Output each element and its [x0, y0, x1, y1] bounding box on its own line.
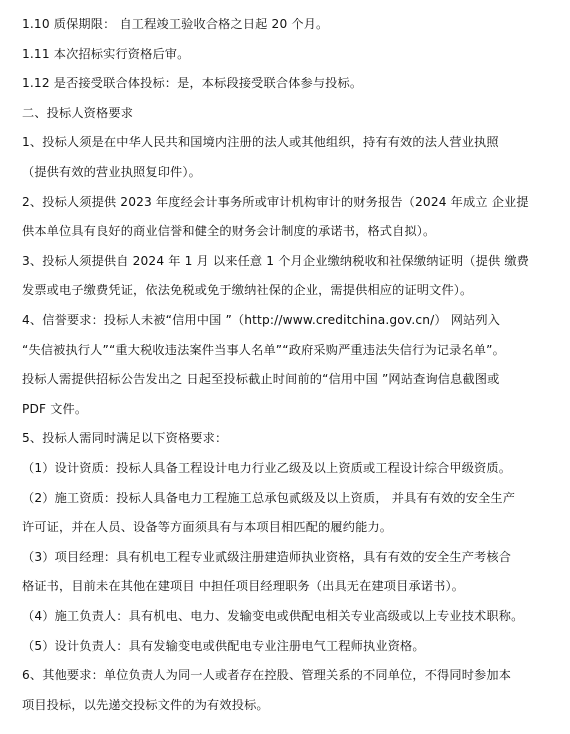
clause-1-11: 1.11 本次招标实行资格后审。	[22, 46, 190, 61]
requirement-5-4-construction-lead: （4）施工负责人：具有机电、电力、发输变电或供配电相关专业高级或以上专业技术职称。	[22, 609, 524, 623]
requirement-3-line-1: 3、投标人须提供自 2024 年 1 月 以来任意 1 个月企业缴纳税收和社保缴纳证明（提供 缴费	[22, 253, 529, 268]
requirement-6-line-1: 6、其他要求：单位负责人为同一人或者存在控股、管理关系的不同单位，不得同时参加本	[22, 668, 512, 683]
requirement-4-line-2: “失信被执行人”“重大税收违法案件当事人名单”“政府采购严重违法失信行为记录名单”。	[22, 342, 505, 357]
requirement-6-line-2: 项目投标，以先递交投标文件的为有效投标。	[22, 697, 269, 712]
requirement-4-line-1: 4、信誉要求：投标人未被“信用中国 ”（http://www.creditchina.gov.cn/） 网站列入	[22, 313, 501, 327]
section-heading-qualifications: 二、投标人资格要求	[22, 105, 134, 120]
requirement-4-line-4: PDF 文件。	[22, 401, 88, 416]
requirement-5-2-construction-line-1: （2）施工资质：投标人具备电力工程施工总承包贰级及以上资质， 并具有有效的安全生产	[22, 490, 516, 505]
requirement-5-5-design-lead: （5）设计负责人：具有发输变电或供配电专业注册电气工程师执业资格。	[22, 638, 425, 653]
requirement-2-line-2: 供本单位具有良好的商业信誉和健全的财务会计制度的承诺书，格式自拟）。	[22, 224, 436, 239]
requirement-2-line-1: 2、投标人须提供 2023 年度经会计事务所或审计机构审计的财务报告（2024 年成立 企业提	[22, 194, 529, 209]
requirement-1-line-2: （提供有效的营业执照复印件）。	[22, 165, 201, 179]
requirement-1-line-1: 1、投标人须是在中华人民共和国境内注册的法人或其他组织，持有有效的法人营业执照	[22, 135, 499, 150]
requirement-5-3-pm-line-1: （3）项目经理：具有机电工程专业贰级注册建造师执业资格，具有有效的安全生产考核合	[22, 549, 512, 564]
clause-1-12: 1.12 是否接受联合体投标：是，本标段接受联合体参与投标。	[22, 76, 363, 91]
requirement-5-intro: 5、投标人需同时满足以下资格要求：	[22, 431, 228, 446]
requirement-3-line-2: 发票或电子缴费凭证，依法免税或免于缴纳社保的企业，需提供相应的证明文件）。	[22, 283, 473, 298]
requirement-4-line-3: 投标人需提供招标公告发出之 日起至投标截止时间前的“信用中国 ”网站查询信息截图或	[22, 372, 500, 387]
requirement-5-1-design: （1）设计资质：投标人具备工程设计电力行业乙级及以上资质或工程设计综合甲级资质。	[22, 461, 512, 475]
requirement-5-3-pm-line-2: 格证书，目前未在其他在建项目 中担任项目经理职务（出具无在建项目承诺书）。	[22, 579, 465, 594]
requirement-5-2-construction-line-2: 许可证，并在人员、设备等方面须具有与本项目相匹配的履约能力。	[22, 520, 393, 535]
clause-1-10: 1.10 质保期限： 自工程竣工验收合格之日起 20 个月。	[22, 17, 329, 31]
